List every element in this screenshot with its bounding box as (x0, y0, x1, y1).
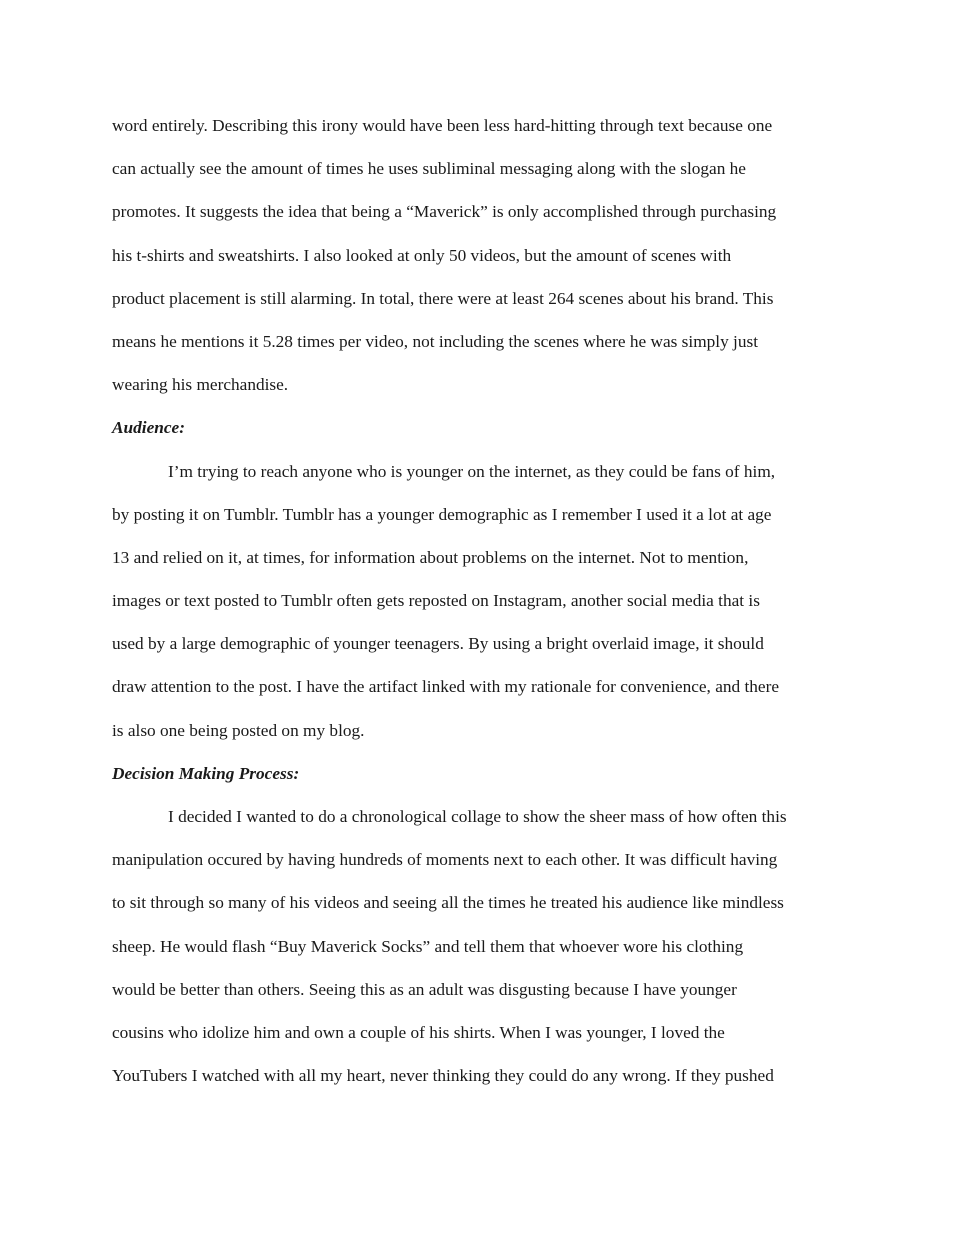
text-line: cousins who idolize him and own a couple of his shirts. When I was younger, I loved the (112, 1022, 725, 1042)
paragraph-product-placement (112, 114, 852, 416)
text-line: draw attention to the post. I have the artifact linked with my rationale for convenience, and there (112, 677, 779, 697)
text-line: I decided I wanted to do a chronological collage to show the sheer mass of how often this (168, 807, 787, 826)
text-line: his t-shirts and sweatshirts. I also looked at only 50 videos, but the amount of scenes with (112, 245, 732, 265)
text-line: is also one being posted on my blog. (112, 720, 365, 740)
text-line: I’m trying to reach anyone who is younger on the internet, as they could be fans of him, (168, 461, 776, 481)
text-line: 13 and relied on it, at times, for information about problems on the internet. Not to mention, (112, 547, 749, 567)
section-heading-audience: Audience: (112, 418, 185, 438)
text-line: means he mentions it 5.28 times per video, not including the scenes where he was simply just (112, 331, 759, 351)
text-line: manipulation occured by having hundreds of moments next to each other. It was difficult having (112, 850, 778, 870)
section-heading-decision-making: Decision Making Process: (112, 763, 300, 783)
text-line: wearing his merchandise. (112, 375, 289, 395)
paragraph-audience (112, 460, 852, 762)
text-line: sheep. He would flash “Buy Maverick Socks” and tell them that whoever wore his clothing (112, 936, 744, 956)
text-line: by posting it on Tumblr. Tumblr has a younger demographic as I remember I used it a lot at age (112, 504, 772, 524)
text-line: images or text posted to Tumblr often gets reposted on Instagram, another social media that is (112, 591, 760, 611)
text-line: used by a large demographic of younger teenagers. By using a bright overlaid image, it should (112, 634, 764, 654)
text-line: would be better than others. Seeing this as an adult was disgusting because I have younger (112, 979, 737, 999)
text-line: can actually see the amount of times he uses subliminal messaging along with the slogan he (112, 159, 746, 179)
text-line: promotes. It suggests the idea that being a “Maverick” is only accomplished through purchasing (112, 202, 777, 222)
document-page (112, 114, 852, 1107)
text-line: word entirely. Describing this irony would have been less hard-hitting through text because one (112, 116, 773, 135)
text-line: YouTubers I watched with all my heart, never thinking they could do any wrong. If they pushed (112, 1066, 774, 1086)
text-line: product placement is still alarming. In total, there were at least 264 scenes about his brand. This (112, 288, 774, 308)
text-line: to sit through so many of his videos and seeing all the times he treated his audience like mindless (112, 893, 784, 913)
paragraph-decision-making (112, 805, 852, 1107)
